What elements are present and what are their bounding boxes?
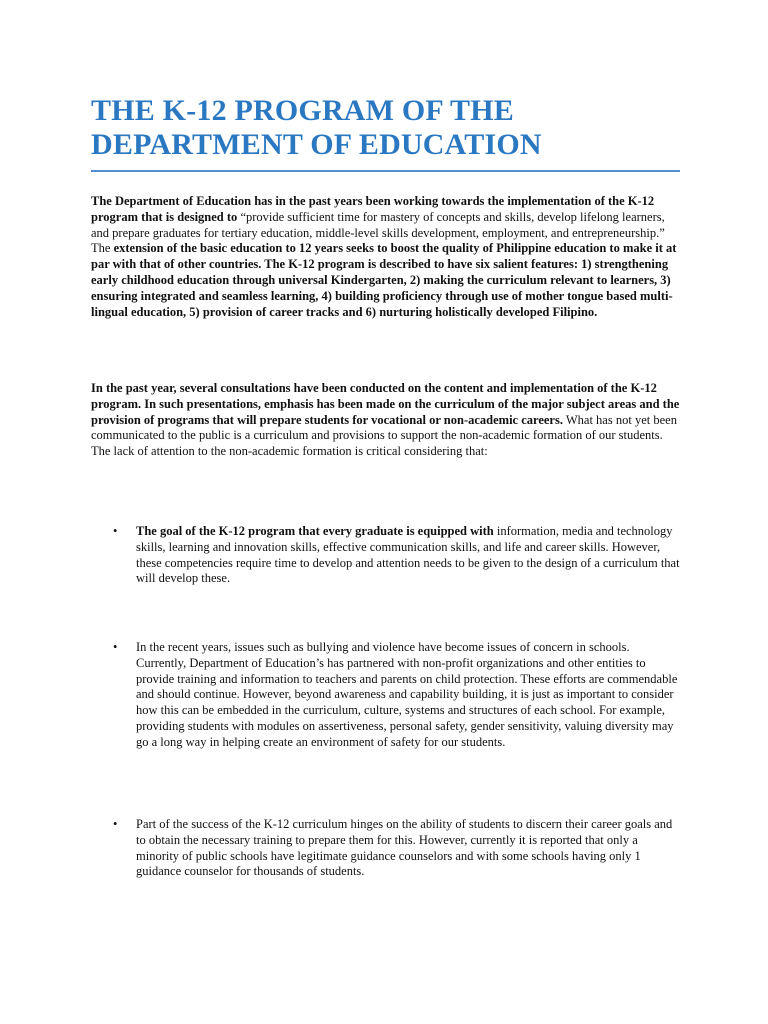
paragraph-intro (91, 194, 681, 320)
paragraph-intro-bold-b: extension of the basic education to 12 years seeks to boost the quality of Philippine education to make it at par with that of other countries. The K-12 program is described to have six salient features: 1) strengthening early childhood education through universal Kindergarten, 2) making the curriculum relevant to learners, 3) ensuring integrated and seamless learning, 4) building proficiency through use of mother tongue based multi-lingual education, 5) provision of career tracks and 6) nurturing holistically developed Filipino. (91, 241, 677, 319)
bullet-icon: • (113, 524, 118, 538)
paragraph-consultations-bold: In the past year, several consultations have been conducted on the content and implementation of the K-12 program. In such presentations, emphasis has been made on the curriculum of the major subject areas and the provision of programs that will prepare students for vocational or non-academic careers. (91, 381, 680, 427)
list-item-bold: The goal of the K-12 program that every graduate is equipped with (136, 524, 494, 538)
bullet-icon: • (113, 640, 118, 654)
paragraph-intro-bold-a: The Department of Education has in the past years been working towards the implementation of the K-12 program that is designed to (91, 194, 655, 224)
list-item-text (136, 817, 682, 880)
list-item-text (136, 640, 682, 751)
title-line-2: DEPARTMENT OF EDUCATION (91, 128, 542, 161)
list-item-body: information, media and technology skills, learning and innovation skills, effective communication skills, and life and career skills. However, these competencies require time to develop and attention needs to be given to the design of a curriculum that will develop these. (136, 524, 680, 586)
paragraph-consultations (91, 381, 681, 460)
title-line-1: THE K-12 PROGRAM OF THE (91, 94, 514, 127)
page-title (91, 94, 691, 162)
list-item-body: In the recent years, issues such as bullying and violence have become issues of concern in schools. Currently, Department of Education’s has partnered with non-profit organizations and other entities to provide training and information to teachers and parents on child protection. These efforts are commendable and should continue. However, beyond awareness and capability building, it is just as important to consider how this can be embedded in the curriculum, culture, systems and structures of each school. For example, providing students with modules on assertiveness, personal safety, gender sensitivity, valuing diversity may go a long way in helping create an environment of safety for our students. (136, 640, 678, 749)
bullet-icon: • (113, 817, 118, 831)
list-item-body: Part of the success of the K-12 curriculum hinges on the ability of students to discern their career goals and to obtain the necessary training to prepare them for this. However, currently it is reported that only a minority of public schools have legitimate guidance counselors and with some schools having only 1 guidance counselor for thousands of students. (136, 817, 673, 879)
list-item-text (136, 524, 682, 587)
paragraph-consultations-text: What has not yet been communicated to the public is a curriculum and provisions to support the non-academic formation of our students. The lack of attention to the non-academic formation is critical considering that: (91, 412, 677, 459)
paragraph-intro-quote: “provide sufficient time for mastery of concepts and skills, develop lifelong learners, and prepare graduates for tertiary education, middle-level skills development, employment, and entrepreneurship.” The (91, 209, 665, 256)
title-divider (91, 170, 680, 172)
